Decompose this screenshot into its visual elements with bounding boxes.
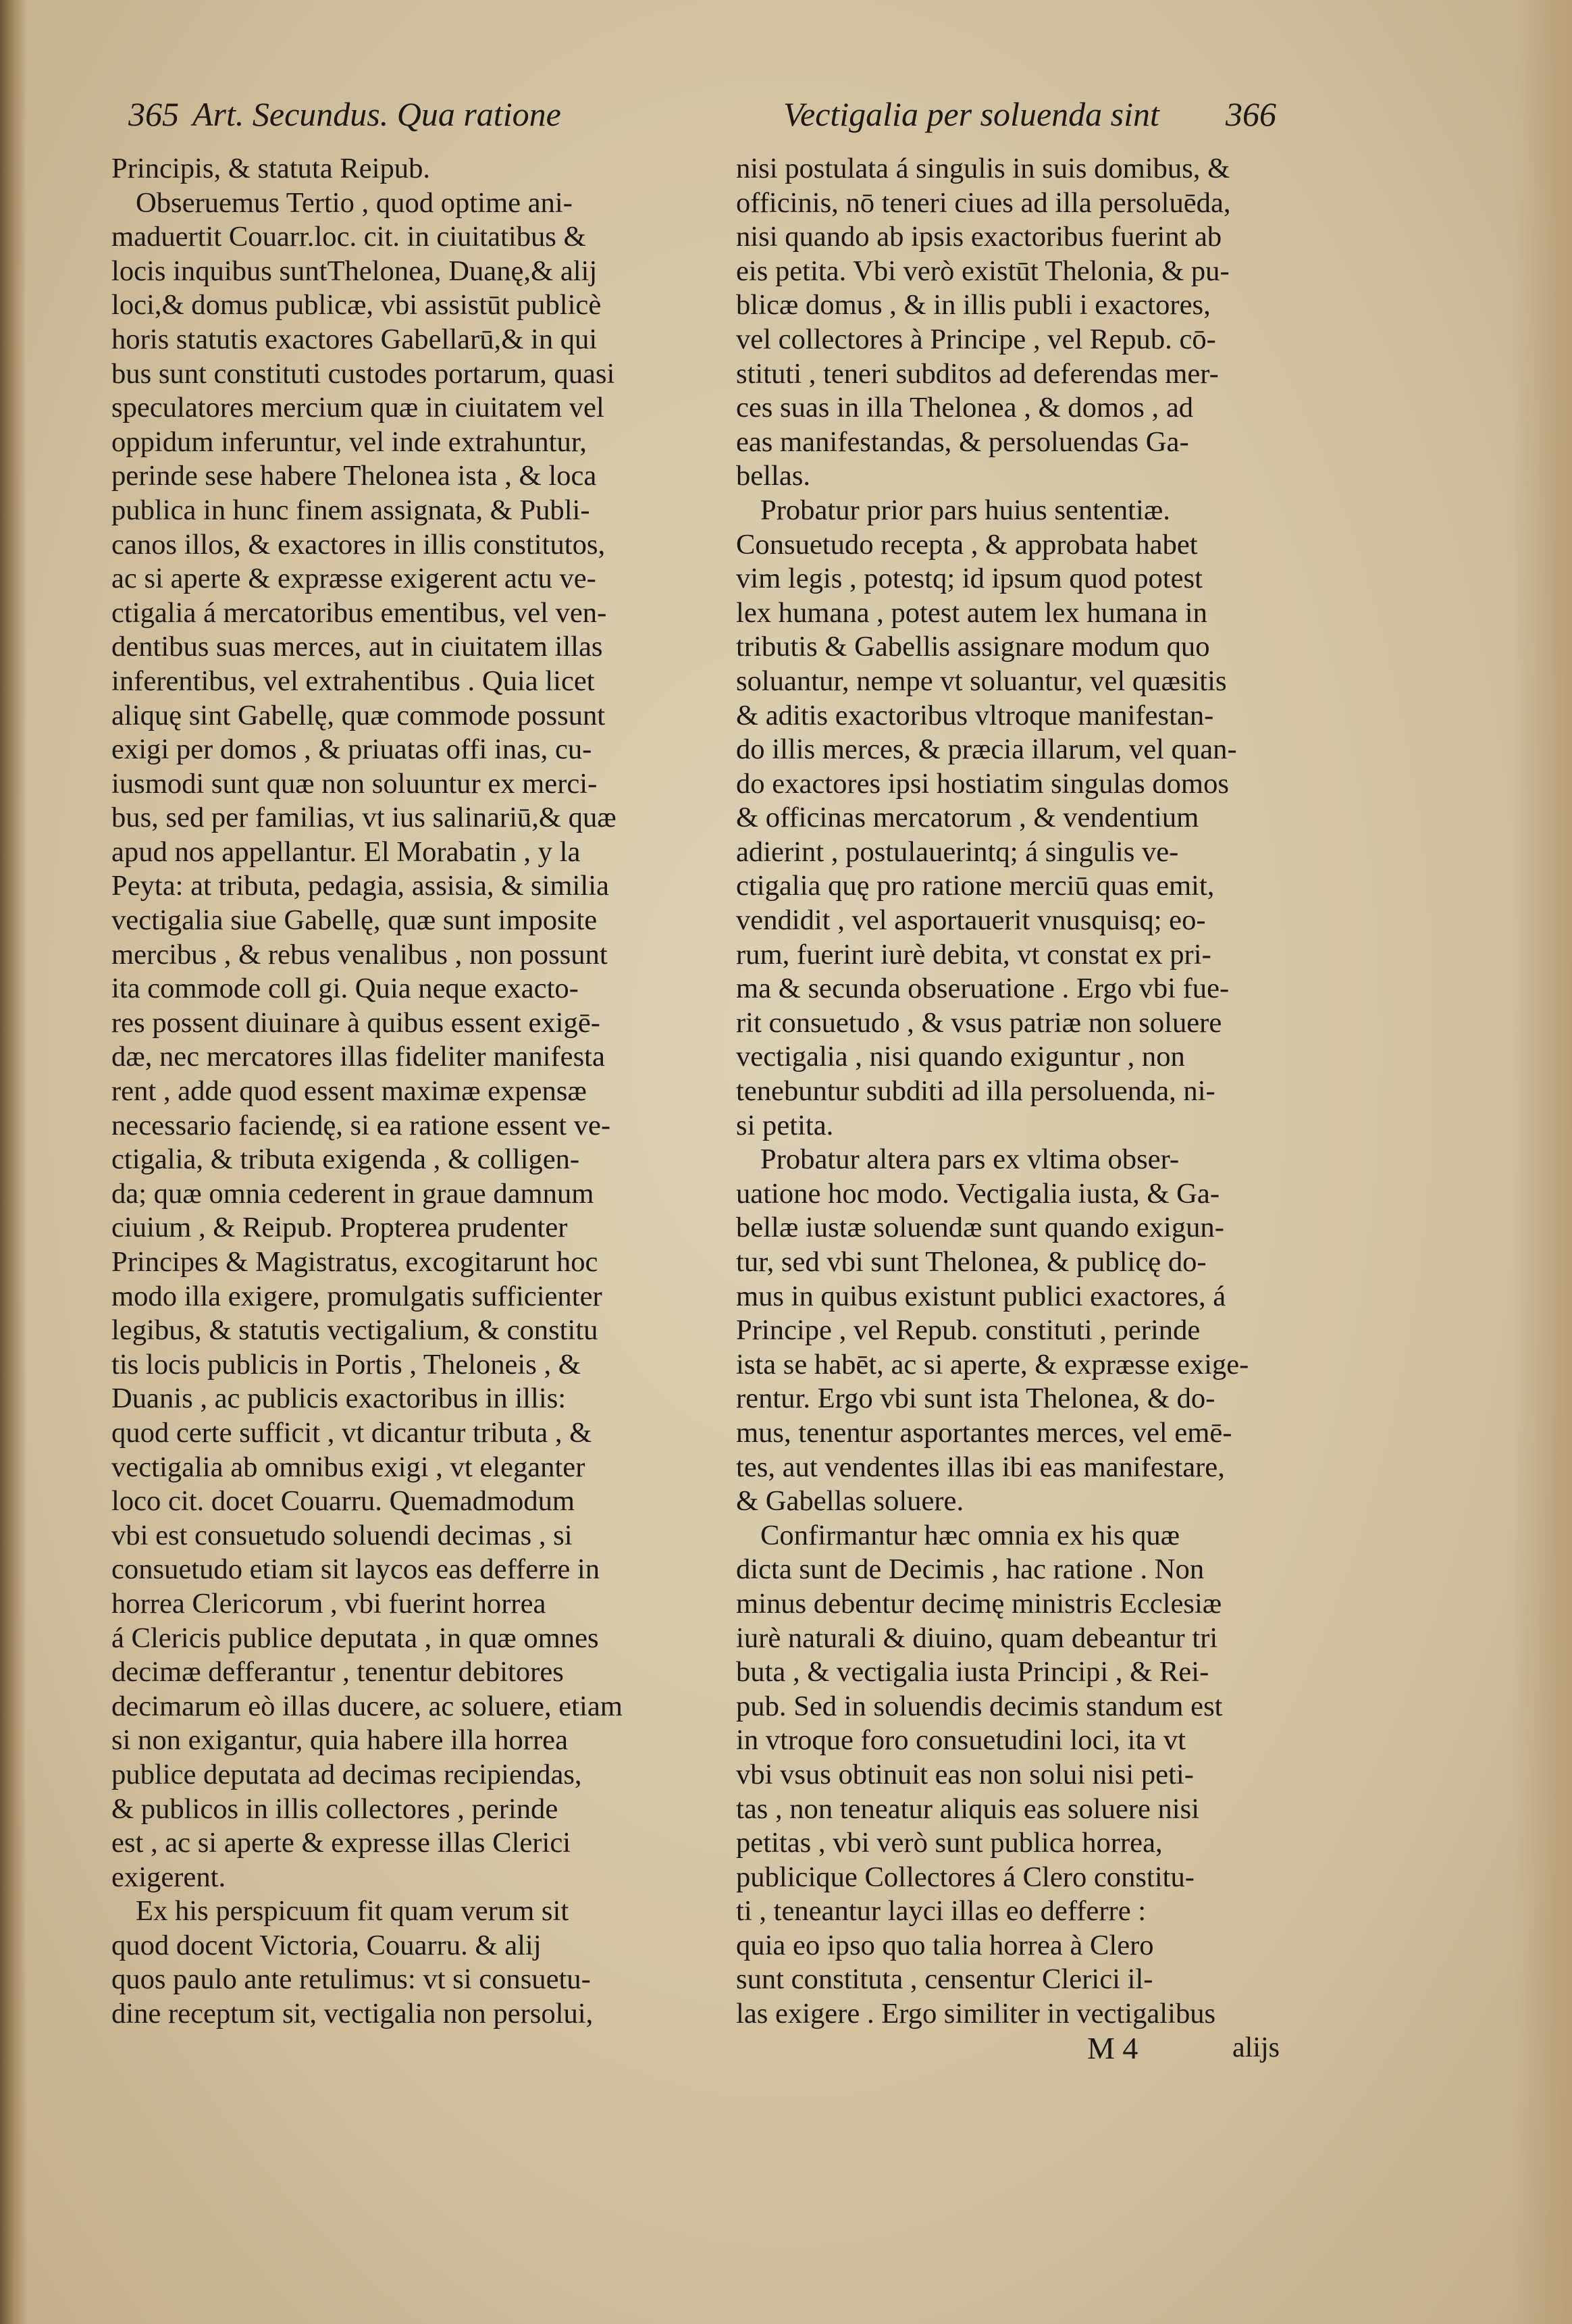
text-line: Probatur prior pars huius sententiæ. [760, 494, 1170, 526]
text-line: sunt constituta , censentur Clerici il- [736, 1963, 1153, 1996]
text-line: minus debentur decimę ministris Ecclesiæ [736, 1587, 1222, 1620]
text-line: tur, sed vbi sunt Thelonea, & publicę do- [736, 1246, 1207, 1278]
text-line: ctigalia quę pro ratione merciū quas emit, [736, 870, 1215, 902]
text-line: quod docent Victoria, Couarru. & alij [111, 1929, 542, 1961]
text-line: á Clericis publice deputata , in quæ omnes [111, 1622, 599, 1654]
text-line: in vtroque foro consuetudini loci, ita vt [736, 1724, 1186, 1757]
text-line: ma & secunda obseruatione . Ergo vbi fue- [736, 973, 1230, 1005]
text-line: tributis & Gabellis assignare modum quo [736, 631, 1210, 663]
text-line: res possent diuinare à quibus essent exigē- [111, 1006, 600, 1039]
page-number-left: 365 [128, 95, 179, 133]
text-line: vectigalia siue Gabellę, quæ sunt imposite [111, 904, 598, 937]
text-line: do exactores ipsi hostiatim singulas domos [736, 767, 1229, 800]
text-line: mercibus , & rebus venalibus , non possunt [111, 938, 608, 971]
running-title-right: Vectigalia per soluenda sint [783, 95, 1159, 133]
gutter-shadow [0, 0, 27, 2324]
text-line: legibus, & statutis vectigalium, & constitu [111, 1314, 598, 1347]
text-line: blicæ domus , & in illis publi i exactores, [736, 289, 1211, 321]
text-line: aliquę sint Gabellę, quæ commode possunt [111, 699, 606, 731]
text-line: maduertit Couarr.loc. cit. in ciuitatibus & [111, 221, 586, 253]
text-line: si non exigantur, quia habere illa horrea [111, 1724, 568, 1757]
text-line: Probatur altera pars ex vltima obser- [760, 1143, 1180, 1176]
text-line: Consuetudo recepta , & approbata habet [736, 528, 1198, 561]
text-line: adierint , postulauerintq; á singulis ve- [736, 835, 1179, 868]
text-line: ctigalia, & tributa exigenda , & colligen- [111, 1143, 580, 1176]
text-line: eas manifestandas, & persoluendas Ga- [736, 425, 1189, 458]
text-line: vel collectores à Principe , vel Repub. cō- [736, 323, 1216, 355]
text-line: loci,& domus publicæ, vbi assistūt publicè [111, 289, 602, 321]
text-line: quos paulo ante retulimus: vt si consuetu- [111, 1963, 591, 1996]
text-line: Obseruemus Tertio , quod optime ani- [136, 186, 573, 219]
text-line: rent , adde quod essent maximæ expensæ [111, 1075, 587, 1108]
text-line: iurè naturali & diuino, quam debeantur tri [736, 1622, 1218, 1654]
text-line: decimarum eò illas ducere, ac soluere, etiam [111, 1690, 623, 1722]
text-line: locis inquibus suntThelonea, Duanę,& alij [111, 255, 598, 287]
text-line: exigerent. [111, 1861, 226, 1893]
text-line: ita commode coll gi. Quia neque exacto- [111, 973, 579, 1005]
text-line: quia eo ipso quo talia horrea à Clero [736, 1929, 1154, 1961]
text-line: si petita. [736, 1109, 834, 1141]
text-line: lex humana , potest autem lex humana in [736, 596, 1207, 629]
text-line: vectigalia , nisi quando exiguntur , non [736, 1041, 1185, 1073]
text-line: uatione hoc modo. Vectigalia iusta, & Ga- [736, 1177, 1220, 1210]
text-line: ces suas in illa Thelonea , & domos , ad [736, 392, 1194, 424]
left-text-column [111, 152, 672, 2032]
text-line: iusmodi sunt quæ non soluuntur ex merci- [111, 767, 598, 800]
text-line: petitas , vbi verò sunt publica horrea, [736, 1827, 1163, 1859]
text-line: inferentibus, vel extrahentibus . Quia licet [111, 665, 595, 697]
text-line: apud nos appellantur. El Morabatin , y la [111, 835, 581, 868]
text-line: tas , non teneatur aliquis eas soluere nisi [736, 1792, 1200, 1825]
text-line: eis petita. Vbi verò existūt Thelonia, & pu- [736, 255, 1230, 287]
text-line: buta , & vectigalia iusta Principi , & Rei- [736, 1656, 1209, 1688]
text-line: vendidit , vel asportauerit vnusquisq; eo- [736, 904, 1206, 937]
text-line: Duanis , ac publicis exactoribus in illis: [111, 1383, 567, 1415]
text-line: ac si aperte & expræsse exigerent actu ve- [111, 563, 596, 595]
text-line: do illis merces, & præcia illarum, vel quan- [736, 733, 1237, 766]
text-line: canos illos, & exactores in illis constitutos, [111, 528, 606, 561]
text-line: vbi vsus obtinuit eas non solui nisi peti- [736, 1758, 1194, 1790]
text-line: Ex his perspicuum fit quam verum sit [136, 1895, 569, 1928]
text-line: & aditis exactoribus vltroque manifestan- [736, 699, 1214, 731]
text-line: soluantur, nempe vt soluantur, vel quæsitis [736, 665, 1227, 697]
text-line: modo illa exigere, promulgatis sufficienter [111, 1280, 602, 1312]
text-line: pub. Sed in soluendis decimis standum est [736, 1690, 1223, 1722]
text-line: Confirmantur hæc omnia ex his quæ [760, 1519, 1180, 1551]
text-line: perinde sese habere Thelonea ista , & loca [111, 460, 597, 492]
text-line: bellas. [736, 460, 810, 492]
running-title-left: Art. Secundus. Qua ratione [192, 95, 561, 133]
text-line: da; quæ omnia cederent in graue damnum [111, 1177, 594, 1210]
text-line: & officinas mercatorum , & vendentium [736, 802, 1199, 834]
text-line: mus, tenentur asportantes merces, vel emē- [736, 1416, 1232, 1449]
text-line: publica in hunc finem assignata, & Publi- [111, 494, 590, 526]
running-header [0, 95, 1572, 149]
text-line: officinis, nō teneri ciues ad illa persoluēda, [736, 186, 1231, 219]
text-line: vim legis , potestq; id ipsum quod potest [736, 563, 1203, 595]
text-line: ista se habēt, ac si aperte, & expræsse exige- [736, 1348, 1249, 1380]
page-number-right: 366 [1226, 95, 1276, 133]
text-line: Peyta: at tributa, pedagia, assisia, & similia [111, 870, 609, 902]
text-line: quod certe sufficit , vt dicantur tributa , & [111, 1416, 592, 1449]
signature-mark: M 4 [1087, 2031, 1138, 2065]
text-line: bus sunt constituti custodes portarum, quasi [111, 357, 615, 390]
text-line: est , ac si aperte & expresse illas Clerici [111, 1827, 571, 1859]
catchword: alijs [1232, 2032, 1280, 2063]
text-line: & publicos in illis collectores , perinde [111, 1792, 558, 1825]
text-line: nisi quando ab ipsis exactoribus fuerint ab [736, 221, 1222, 253]
text-line: decimæ defferantur , tenentur debitores [111, 1656, 564, 1688]
text-line: horis statutis exactores Gabellarū,& in qui [111, 323, 598, 355]
text-line: horrea Clericorum , vbi fuerint horrea [111, 1587, 546, 1620]
text-line: ciuium , & Reipub. Propterea prudenter [111, 1212, 568, 1244]
text-line: exigi per domos , & priuatas offi inas, cu- [111, 733, 592, 766]
text-line: rum, fuerint iurè debita, vt constat ex pri- [736, 938, 1211, 971]
text-line: & Gabellas soluere. [736, 1485, 964, 1518]
text-line: Principis, & statuta Reipub. [111, 153, 431, 184]
text-line: dæ, nec mercatores illas fideliter manifesta [111, 1041, 605, 1073]
text-line: publice deputata ad decimas recipiendas, [111, 1758, 582, 1790]
text-line: tis locis publicis in Portis , Theloneis , & [111, 1348, 581, 1380]
text-line: tes, aut vendentes illas ibi eas manifestare, [736, 1451, 1225, 1483]
text-line: bus, sed per familias, vt ius salinariū,& quæ [111, 802, 617, 834]
text-line: Principes & Magistratus, excogitarunt hoc [111, 1246, 598, 1278]
text-line: dentibus suas merces, aut in ciuitatem illas [111, 631, 603, 663]
text-line: vbi est consuetudo soluendi decimas , si [111, 1519, 573, 1551]
text-line: nisi postulata á singulis in suis domibus, & [736, 153, 1230, 184]
text-line: loco cit. docet Couarru. Quemadmodum [111, 1485, 575, 1518]
text-line: bellæ iustæ soluendæ sunt quando exigun- [736, 1212, 1224, 1244]
text-line: tenebuntur subditi ad illa persoluenda, ni- [736, 1075, 1215, 1108]
text-line: necessario faciendę, si ea ratione essent ve- [111, 1109, 611, 1141]
text-line: mus in quibus existunt publici exactores, á [736, 1280, 1226, 1312]
text-line: ctigalia á mercatoribus ementibus, vel ven- [111, 596, 607, 629]
text-line: Principe , vel Repub. constituti , perinde [736, 1314, 1201, 1347]
text-line: vectigalia ab omnibus exigi , vt eleganter [111, 1451, 585, 1483]
text-line: dine receptum sit, vectigalia non persolui, [111, 1998, 594, 2030]
text-line: ti , teneantur layci illas eo defferre : [736, 1895, 1147, 1928]
text-line: rit consuetudo , & vsus patriæ non soluere [736, 1006, 1222, 1039]
text-line: oppidum inferuntur, vel inde extrahuntur, [111, 425, 587, 458]
text-line: stituti , teneri subditos ad deferendas mer- [736, 357, 1219, 390]
page-edge [1511, 0, 1572, 2324]
text-line: consuetudo etiam sit laycos eas defferre in [111, 1553, 600, 1586]
right-text-column [736, 152, 1296, 2032]
text-line: publicique Collectores á Clero constitu- [736, 1861, 1195, 1893]
text-line: dicta sunt de Decimis , hac ratione . Non [736, 1553, 1205, 1586]
text-line: rentur. Ergo vbi sunt ista Thelonea, & do- [736, 1383, 1215, 1415]
text-line: las exigere . Ergo similiter in vectigalibus [736, 1998, 1216, 2030]
text-line: speculatores mercium quæ in ciuitatem vel [111, 392, 604, 424]
